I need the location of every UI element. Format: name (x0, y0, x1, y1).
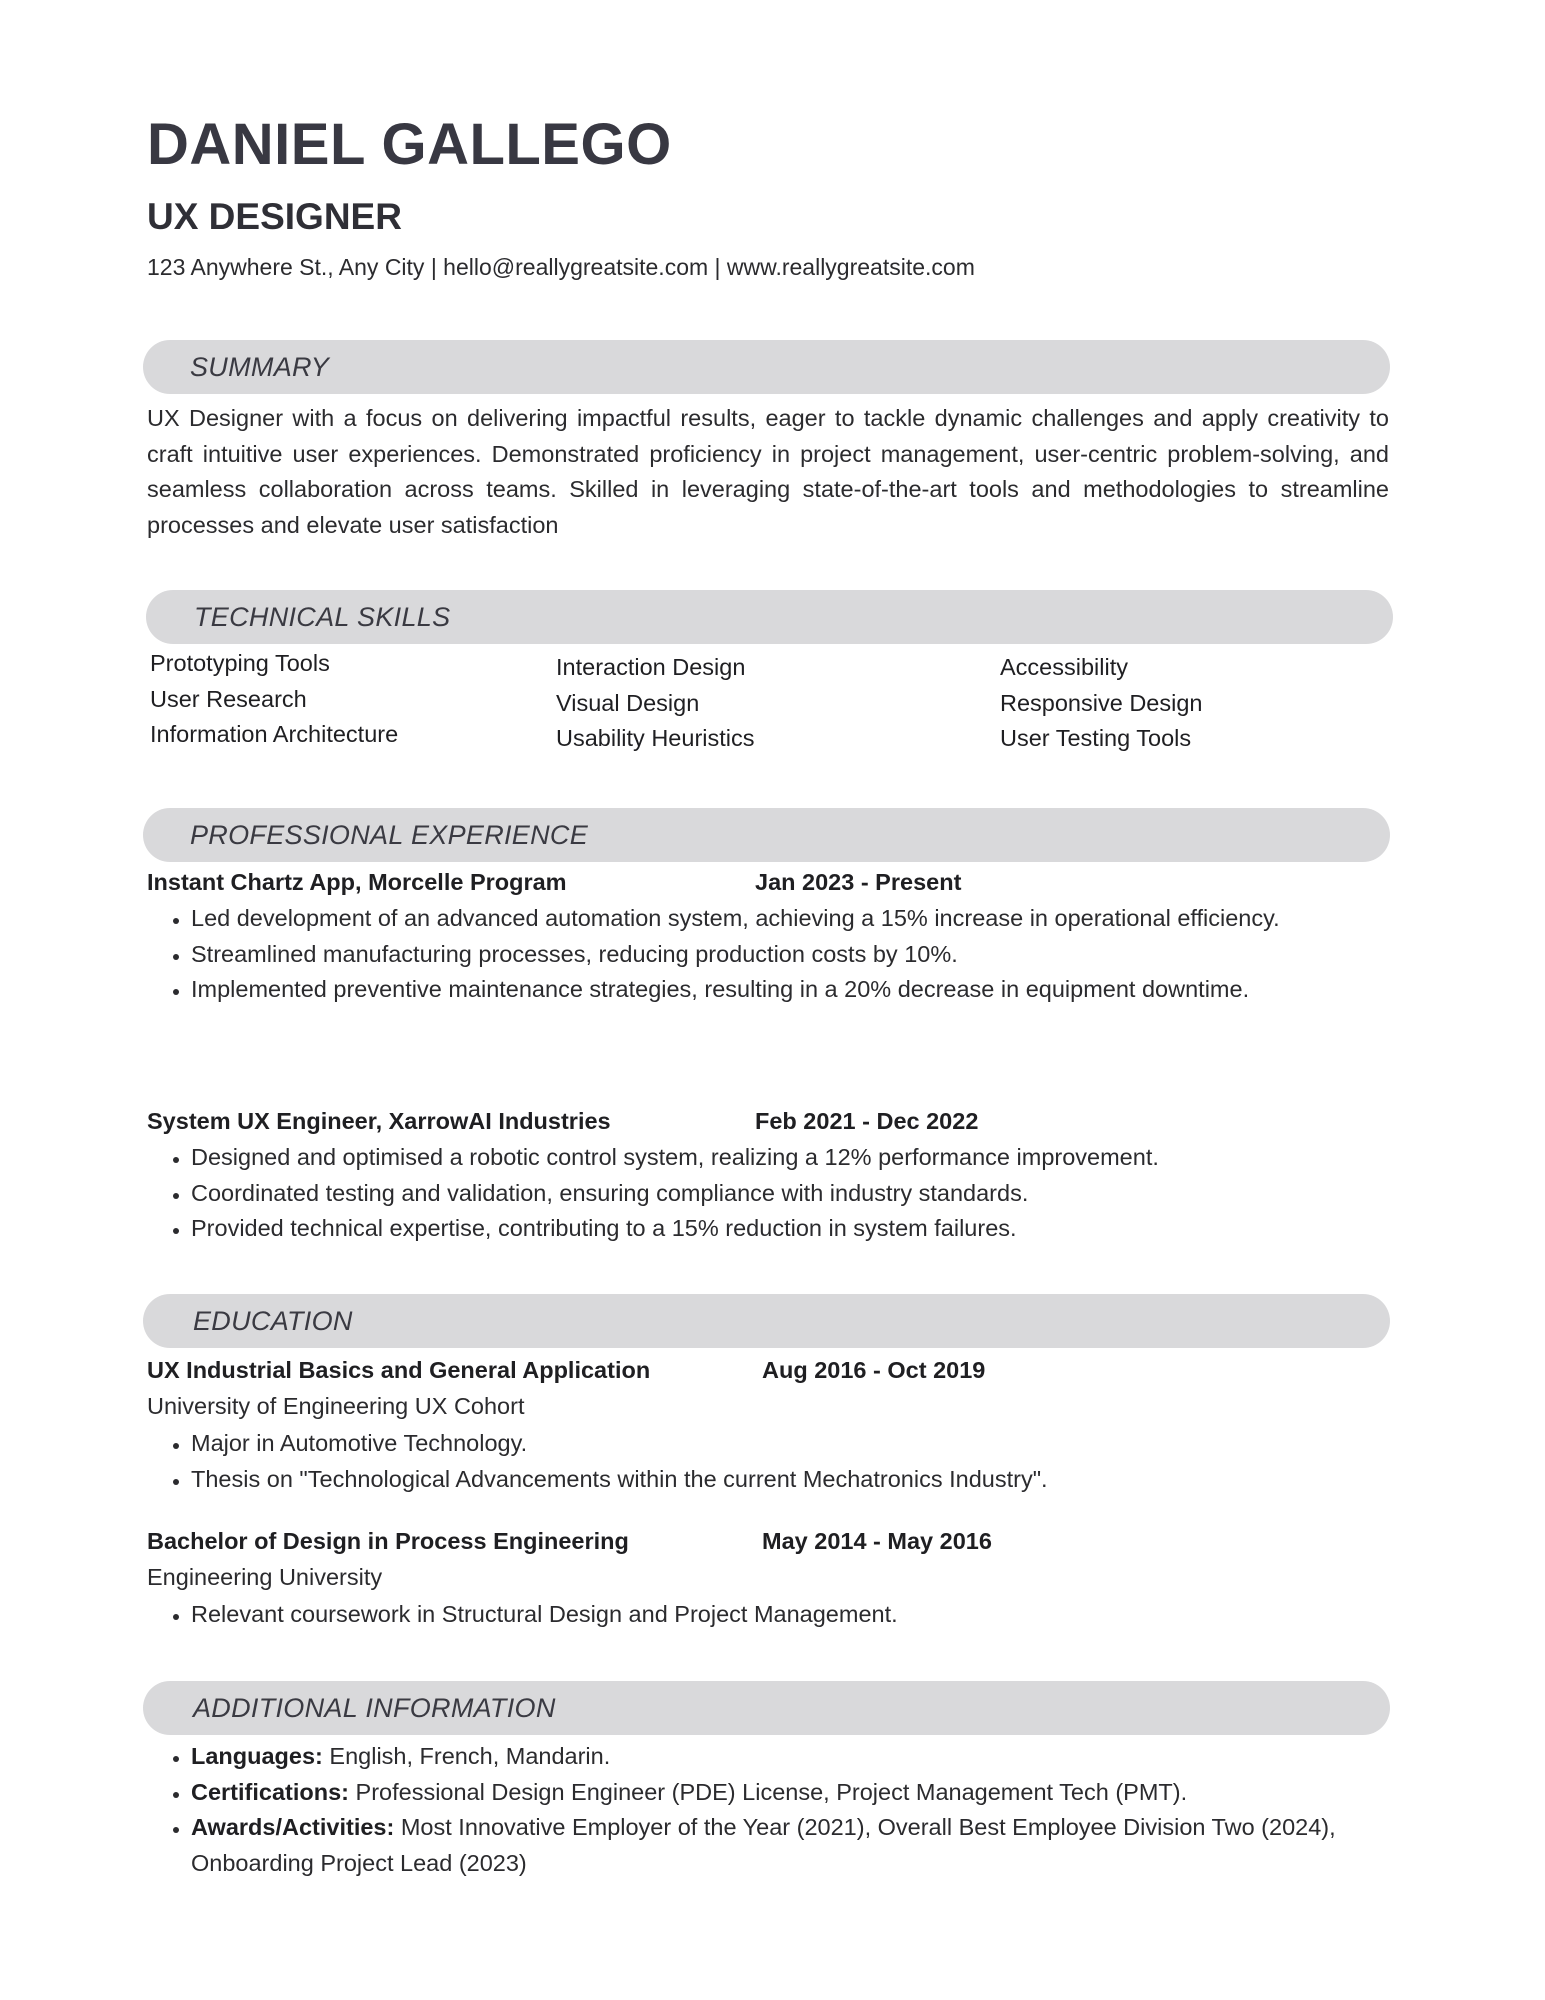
list-item: • Provided technical expertise, contributing to a 15% reduction in system failures. (191, 1211, 1391, 1247)
list-item (191, 1739, 1336, 1775)
experience-section-header (143, 808, 1390, 862)
skills-title: TECHNICAL SKILLS (194, 602, 451, 632)
job-heading: Instant Chartz App, Morcelle Program (147, 869, 567, 895)
education-title: EDUCATION (193, 1306, 353, 1336)
experience-title: PROFESSIONAL EXPERIENCE (190, 820, 589, 850)
education-bullets (147, 1426, 1391, 1497)
job-dates: Feb 2021 - Dec 2022 (755, 1108, 979, 1134)
job-bullets (147, 901, 1321, 1008)
job-dates: Jan 2023 - Present (755, 869, 962, 895)
list-item: • Relevant coursework in Structural Design and Project Management. (191, 1597, 1391, 1633)
skill-item: Usability Heuristics (556, 725, 755, 751)
education-institution: Engineering University (147, 1564, 383, 1590)
list-item: • Coordinated testing and validation, ensuring compliance with industry standards. (191, 1176, 1391, 1212)
list-item: • Designed and optimised a robotic control system, realizing a 12% performance improvement. (191, 1140, 1391, 1176)
summary-title: SUMMARY (190, 352, 330, 382)
skills-column-2 (556, 650, 755, 757)
skill-item: User Testing Tools (1000, 725, 1192, 751)
skills-section-header (146, 590, 1393, 644)
candidate-name: DANIEL GALLEGO (147, 112, 672, 177)
job-heading: System UX Engineer, XarrowAI Industries (147, 1108, 611, 1134)
skills-column-3 (1000, 650, 1202, 757)
list-item: • Led development of an advanced automation system, achieving a 15% increase in operational efficiency. (191, 901, 1321, 937)
skill-item: Accessibility (1000, 654, 1128, 680)
awards-label: Awards/Activities: (191, 1814, 395, 1840)
additional-title: ADDITIONAL INFORMATION (193, 1693, 556, 1723)
additional-section-header (143, 1681, 1390, 1735)
awards-text: Most Innovative Employer of the Year (2021), Overall Best Employee Division Two (2024), Onboarding Project Lead (2023) (191, 1814, 1336, 1876)
skill-item: Interaction Design (556, 654, 746, 680)
additional-bullets (147, 1739, 1336, 1881)
summary-text: UX Designer with a focus on delivering impactful results, eager to tackle dynamic challenges and apply creativity to craft intuitive user experiences. Demonstrated proficiency in project management, user-centric problem-solving, and seamless collaboration across teams. Skilled in leveraging state-of-the-art tools and methodologies to streamline processes and elevate user satisfaction (147, 405, 1389, 538)
list-item (191, 1775, 1336, 1811)
education-heading: Bachelor of Design in Process Engineering (147, 1528, 629, 1554)
skills-column-1 (150, 646, 398, 753)
list-item: • Streamlined manufacturing processes, reducing production costs by 10%. (191, 937, 1321, 973)
languages-text: English, French, Mandarin. (322, 1743, 611, 1769)
education-bullets (147, 1597, 1391, 1633)
skill-item: Responsive Design (1000, 689, 1203, 716)
education-section-header (143, 1294, 1390, 1348)
skill-item: User Research (150, 685, 307, 712)
list-item: • Implemented preventive maintenance strategies, resulting in a 20% decrease in equipment downtime. (191, 972, 1321, 1008)
education-institution: University of Engineering UX Cohort (147, 1393, 525, 1419)
education-heading: UX Industrial Basics and General Application (147, 1357, 651, 1383)
list-item (191, 1810, 1336, 1881)
contact-info: 123 Anywhere St., Any City | hello@reallygreatsite.com | www.reallygreatsite.com (147, 254, 975, 280)
skill-item: Information Architecture (150, 721, 399, 747)
education-dates: Aug 2016 - Oct 2019 (762, 1357, 986, 1383)
summary-section-header (143, 340, 1390, 394)
skill-item: Visual Design (556, 689, 700, 716)
education-dates: May 2014 - May 2016 (762, 1528, 992, 1554)
languages-label: Languages: (191, 1743, 323, 1769)
job-title: UX DESIGNER (147, 196, 402, 237)
certifications-label: Certifications: (191, 1778, 349, 1805)
list-item: • Thesis on "Technological Advancements within the current Mechatronics Industry". (191, 1462, 1391, 1498)
certifications-text: Professional Design Engineer (PDE) License, Project Management Tech (PMT). (349, 1778, 1188, 1805)
list-item: • Major in Automotive Technology. (191, 1426, 1391, 1462)
job-bullets (147, 1140, 1391, 1247)
skill-item: Prototyping Tools (150, 650, 330, 676)
